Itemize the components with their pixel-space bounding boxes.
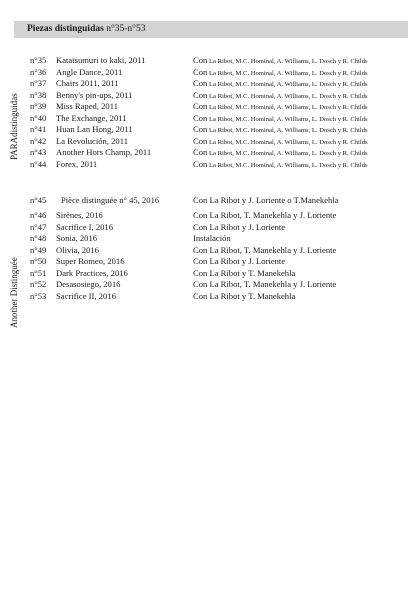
credit-prefix: Con [193,89,208,100]
para-section-label: PARAdistinguidas [9,93,19,160]
item-number: n°36 [30,66,47,77]
item-number: n°47 [30,221,47,232]
item-title: Chairs 2011, 2011 [56,78,119,88]
item-title: Sirènes, 2016 [56,210,103,220]
credit-prefix: Con [193,135,208,146]
another-section-label: Another Distinguée [9,257,19,328]
item-number: n°35 [30,55,47,65]
credit-prefix: Con [193,101,208,111]
credit-names: La Ribot, M.C. Hominal, A. Williams, L. Dosch y R. Childs [207,138,368,146]
credit-prefix: Con [193,158,208,169]
credit-names: La Ribot, M.C. Hominal, A. Williams, L. Dosch y R. Childs [207,127,368,134]
item-number: n°40 [30,112,47,123]
item-title: Sonia, 2016 [56,233,98,243]
item-title: Sacrifice II, 2016 [56,290,116,301]
credit-names: La Ribot, M.C. Hominal, A. Williams, L. Dosch y R. Childs [207,150,368,157]
header-title: Piezas distinguidas [27,24,104,34]
item-number: n°44 [30,158,47,169]
credit-names: La Ribot, M.C. Hominal, A. Williams, L. Dosch y R. Childs [207,58,368,65]
item-credit [193,159,368,172]
item-number: n°45 [30,195,47,205]
item-title: Another Hors Champ, 2011 [56,147,152,157]
item-number: n°50 [30,256,47,266]
item-title: Forex, 2011 [56,158,98,169]
credit-names: La Ribot, M.C. Hominal, A. Williams, L. Dosch y R. Childs [207,161,368,169]
item-number: n°52 [30,279,47,289]
item-credit: Con La Ribot y J. Loriente [193,256,286,266]
item-title: Desasosiego, 2016 [56,279,121,289]
credit-prefix: Con [193,66,208,77]
item-credit: Instalación [193,233,231,243]
item-number: n°39 [30,101,47,111]
list-item-featured [0,195,420,207]
item-number: n°38 [30,89,47,100]
header-range: n°35-n°53 [103,24,146,34]
credit-prefix: Con [193,124,208,134]
item-number: n°41 [30,124,47,134]
item-title: Huan Lan Hong, 2011 [56,124,133,134]
item-number: n°48 [30,233,47,243]
credit-prefix: Con [193,78,208,88]
item-number: n°46 [30,210,47,220]
credit-prefix: Con [193,55,208,65]
section-header [14,21,408,38]
item-credit: Con La Ribot, T. Manekehla y J. Loriente [193,279,337,289]
item-title: Katatsumuri to kaki, 2011 [56,55,146,65]
item-number: n°51 [30,267,47,278]
item-number: n°49 [30,244,47,255]
item-number: n°42 [30,135,47,146]
item-title: Super Romeo, 2016 [56,256,125,266]
credit-prefix: Con [193,112,208,123]
item-title: La Revolución, 2011 [56,135,128,146]
item-title: Dark Practices, 2016 [56,267,128,278]
credit-names: La Ribot, M.C. Hominal, A. Williams, L. Dosch y R. Childs [207,69,368,77]
item-title: Olivia, 2016 [56,244,99,255]
item-number: n°43 [30,147,47,157]
item-credit: Con La Ribot y J. Loriente [193,221,286,232]
credit-names: La Ribot, M.C. Hominal, A. Williams, L. Dosch y R. Childs [207,115,368,123]
item-credit: Con La Ribot y T. Manekehla [193,290,296,301]
item-title: Sacrifice I, 2016 [56,221,114,232]
item-credit: Con La Ribot y J. Loriente o T.Manekehla [193,195,339,205]
item-credit: Con La Ribot, T. Manekehla y J. Loriente [193,210,337,220]
item-title: Pièce distinguée n° 45, 2016 [61,195,160,205]
item-credit: Con La Ribot, T. Manekehla y J. Loriente [193,244,337,255]
item-title: Miss Raped, 2011 [56,101,118,111]
item-credit: Con La Ribot y T. Manekehla [193,267,296,278]
credit-names: La Ribot, M.C. Hominal, A. Williams, L. Dosch y R. Childs [207,92,368,100]
item-number: n°53 [30,290,47,301]
item-title: The Exchange, 2011 [56,112,127,123]
item-title: Benny's pin-ups, 2011 [56,89,133,100]
credit-names: La Ribot, M.C. Hominal, A. Williams, L. Dosch y R. Childs [207,81,368,88]
credit-prefix: Con [193,147,208,157]
credit-names: La Ribot, M.C. Hominal, A. Williams, L. Dosch y R. Childs [207,104,368,111]
item-title: Angle Dance, 2011 [56,66,123,77]
item-number: n°37 [30,78,47,88]
